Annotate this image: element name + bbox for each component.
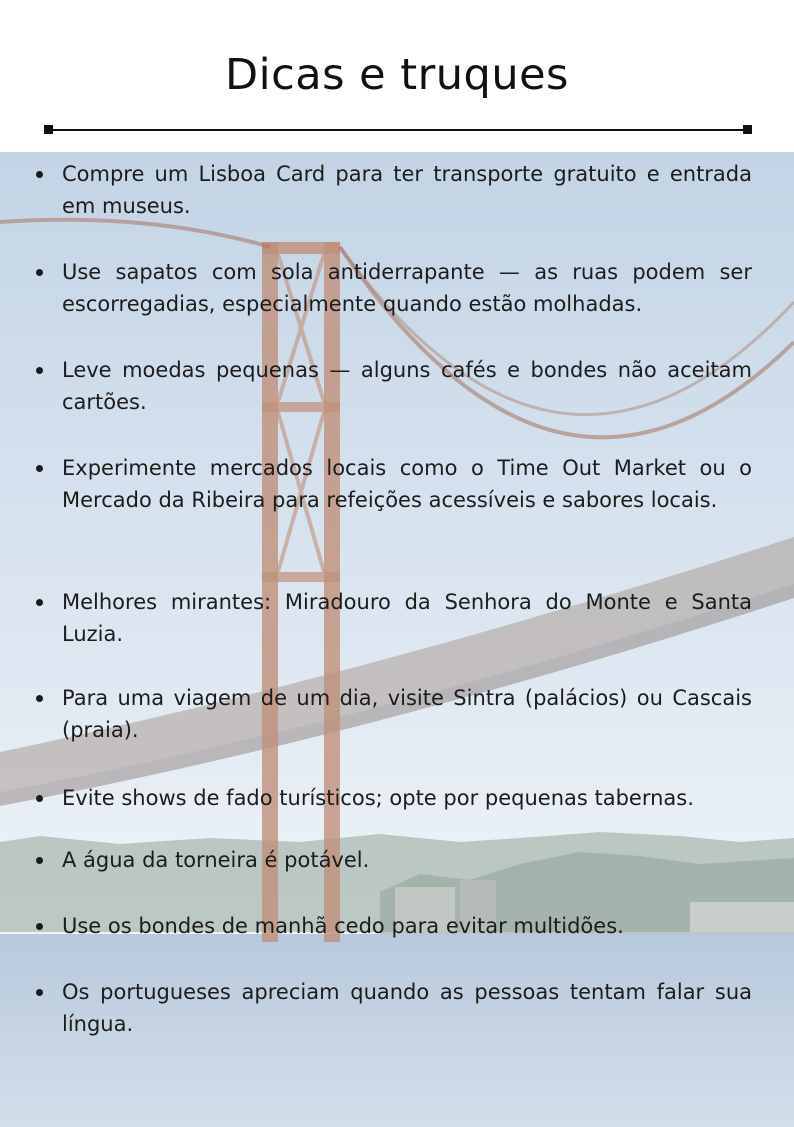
list-item <box>36 452 752 516</box>
bullet-icon <box>36 795 43 802</box>
bullet-icon <box>36 599 43 606</box>
list-item <box>36 682 752 746</box>
tip-text: Para uma viagem de um dia, visite Sintra (palácios) ou Cascais (praia). <box>62 686 752 742</box>
bullet-icon <box>36 989 43 996</box>
tip-text: Melhores mirantes: Miradouro da Senhora do Monte e Santa Luzia. <box>62 590 752 646</box>
tip-text: Use os bondes de manhã cedo para evitar multidões. <box>62 914 624 938</box>
tip-text: Use sapatos com sola antiderrapante — as ruas podem ser escorregadias, especialmente quando estão molhadas. <box>62 260 752 316</box>
bullet-icon <box>36 269 43 276</box>
list-item <box>36 158 752 222</box>
bullet-icon <box>36 465 43 472</box>
list-item <box>36 844 752 876</box>
page-title: Dicas e truques <box>225 50 569 100</box>
list-item <box>36 782 752 814</box>
list-item <box>36 976 752 1040</box>
bullet-icon <box>36 695 43 702</box>
tip-text: Leve moedas pequenas — alguns cafés e bondes não aceitam cartões. <box>62 358 752 414</box>
list-item <box>36 354 752 418</box>
bullet-icon <box>36 171 43 178</box>
list-item <box>36 586 752 650</box>
tip-text: Experimente mercados locais como o Time Out Market ou o Mercado da Ribeira para refeições acessíveis e sabores locais. <box>62 456 752 512</box>
tip-text: Os portugueses apreciam quando as pessoas tentam falar sua língua. <box>62 980 752 1036</box>
bullet-icon <box>36 923 43 930</box>
bullet-icon <box>36 367 43 374</box>
title-divider <box>44 124 752 136</box>
tip-text: Evite shows de fado turísticos; opte por pequenas tabernas. <box>62 786 694 810</box>
bullet-icon <box>36 857 43 864</box>
tip-text: Compre um Lisboa Card para ter transporte gratuito e entrada em museus. <box>62 162 752 218</box>
list-item <box>36 256 752 320</box>
tip-text: A água da torneira é potável. <box>62 848 370 872</box>
list-item <box>36 910 752 942</box>
